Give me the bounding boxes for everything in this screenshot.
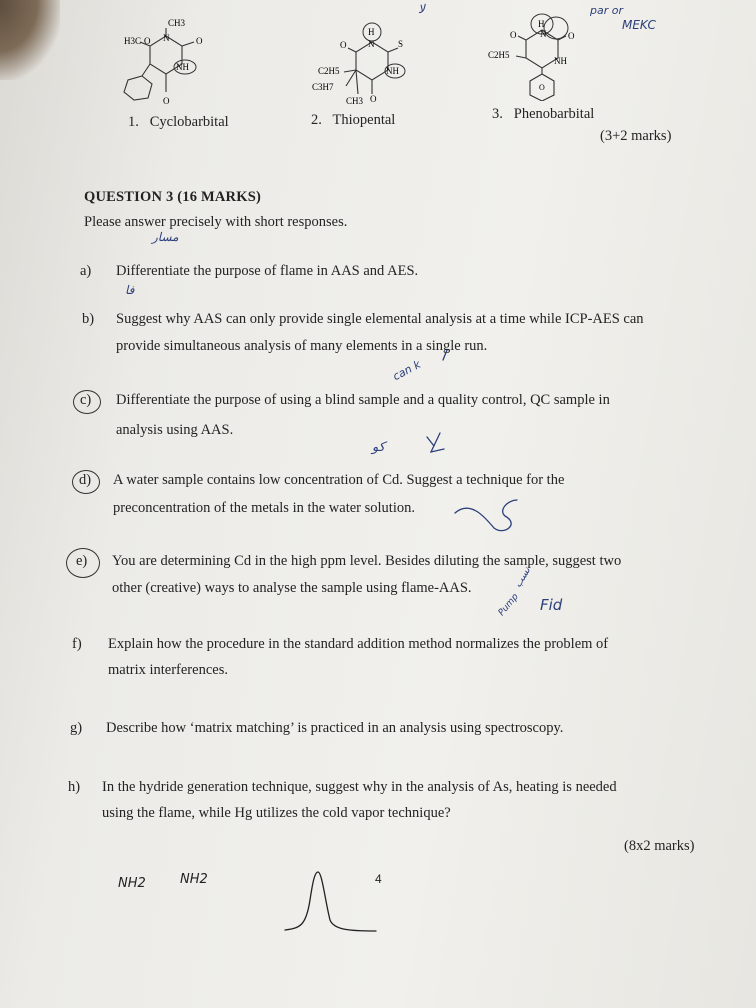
o-label: O <box>196 36 203 46</box>
nh-label: NH <box>176 62 189 72</box>
squiggle-mark <box>455 500 517 531</box>
o-label: O <box>144 36 151 46</box>
structure-name: Cyclobarbital <box>149 114 229 130</box>
nh-label: NH <box>386 66 399 76</box>
o-label: O <box>340 40 347 50</box>
item-label: f) <box>72 636 82 652</box>
structure-number: 1. <box>128 114 139 130</box>
n-label: N <box>368 39 375 49</box>
structures-marks: (3+2 marks) <box>600 128 672 144</box>
item-label: d) <box>79 472 92 488</box>
item-line: Explain how the procedure in the standard addition method normalizes the problem of <box>108 636 609 652</box>
item-label: a) <box>80 263 92 279</box>
handwritten-note: Pump <box>496 591 521 619</box>
item-line: Describe how ‘matrix matching’ is practiced in an analysis using spectroscopy. <box>106 720 564 736</box>
handwritten-note: NH2 <box>118 876 146 891</box>
c2h5-label: C2H5 <box>318 66 340 76</box>
item-line: matrix interferences. <box>108 662 228 678</box>
structure-number: 3. <box>492 106 503 122</box>
h-label: H <box>368 27 375 37</box>
handwritten-note: Fid <box>540 596 563 614</box>
nh-label: NH <box>554 56 567 66</box>
item-label: e) <box>76 553 88 569</box>
question-title: QUESTION 3 (16 MARKS) <box>84 189 262 205</box>
o-label: O <box>510 30 517 40</box>
handwritten-note: NH2 <box>180 872 208 887</box>
structure-name: Phenobarbital <box>513 106 595 122</box>
caret-mark <box>443 350 447 360</box>
item-line: analysis using AAS. <box>116 422 234 438</box>
item-line: A water sample contains low concentration of Cd. Suggest a technique for the <box>113 472 565 488</box>
item-line: provide simultaneous analysis of many elements in a single run. <box>116 338 488 354</box>
item-line: using the flame, while Hg utilizes the cold vapor technique? <box>102 805 451 821</box>
ch3-label: CH3 <box>168 18 186 28</box>
n-label: N <box>540 29 547 39</box>
check-mark-icon <box>427 433 444 452</box>
handwritten-note: MEKC <box>622 18 656 32</box>
handwritten-note: كو <box>372 440 385 455</box>
o-label: O <box>370 94 377 104</box>
handwritten-note: نسب <box>512 565 533 590</box>
item-line: Differentiate the purpose of flame in AAS and AES. <box>116 263 419 279</box>
c3h7-label: C3H7 <box>312 82 334 92</box>
item-line: You are determining Cd in the high ppm level. Besides diluting the sample, suggest two <box>112 553 622 569</box>
structure-number: 2. <box>311 112 322 128</box>
item-line: Suggest why AAS can only provide single elemental analysis at a time while ICP-AES can <box>116 311 644 327</box>
item-line: preconcentration of the metals in the water solution. <box>113 500 415 516</box>
question-instruction: Please answer precisely with short responses. <box>84 214 348 230</box>
item-label: h) <box>68 779 81 795</box>
o-label: O <box>568 31 575 41</box>
item-line: In the hydride generation technique, suggest why in the analysis of As, heating is needed <box>102 779 617 795</box>
handwritten-note: فا <box>125 283 135 297</box>
o-label: O <box>163 96 170 106</box>
page-number: 4 <box>375 872 382 886</box>
s-label: S <box>398 39 404 49</box>
h3c-label: H3C <box>124 36 142 46</box>
handwritten-note: مسار <box>152 230 179 244</box>
peak-sketch <box>285 872 376 931</box>
structure-name: Thiopental <box>332 112 396 128</box>
handwritten-note: par or <box>590 4 623 17</box>
c2h5-label: C2H5 <box>488 50 510 60</box>
item-label: g) <box>70 720 83 736</box>
question-marks: (8x2 marks) <box>624 838 695 854</box>
handwritten-note: لا <box>418 2 425 16</box>
h-label: H <box>538 19 545 29</box>
ch3-label: CH3 <box>346 96 364 106</box>
o-label: O <box>539 83 545 92</box>
item-line: Differentiate the purpose of using a blind sample and a quality control, QC sample in <box>116 392 610 408</box>
handwritten-note: can k <box>390 357 423 384</box>
item-line: other (creative) ways to analyse the sample using flame-AAS. <box>112 580 472 596</box>
item-label: b) <box>82 311 95 327</box>
n-label: N <box>163 33 170 43</box>
item-label: c) <box>80 392 92 408</box>
